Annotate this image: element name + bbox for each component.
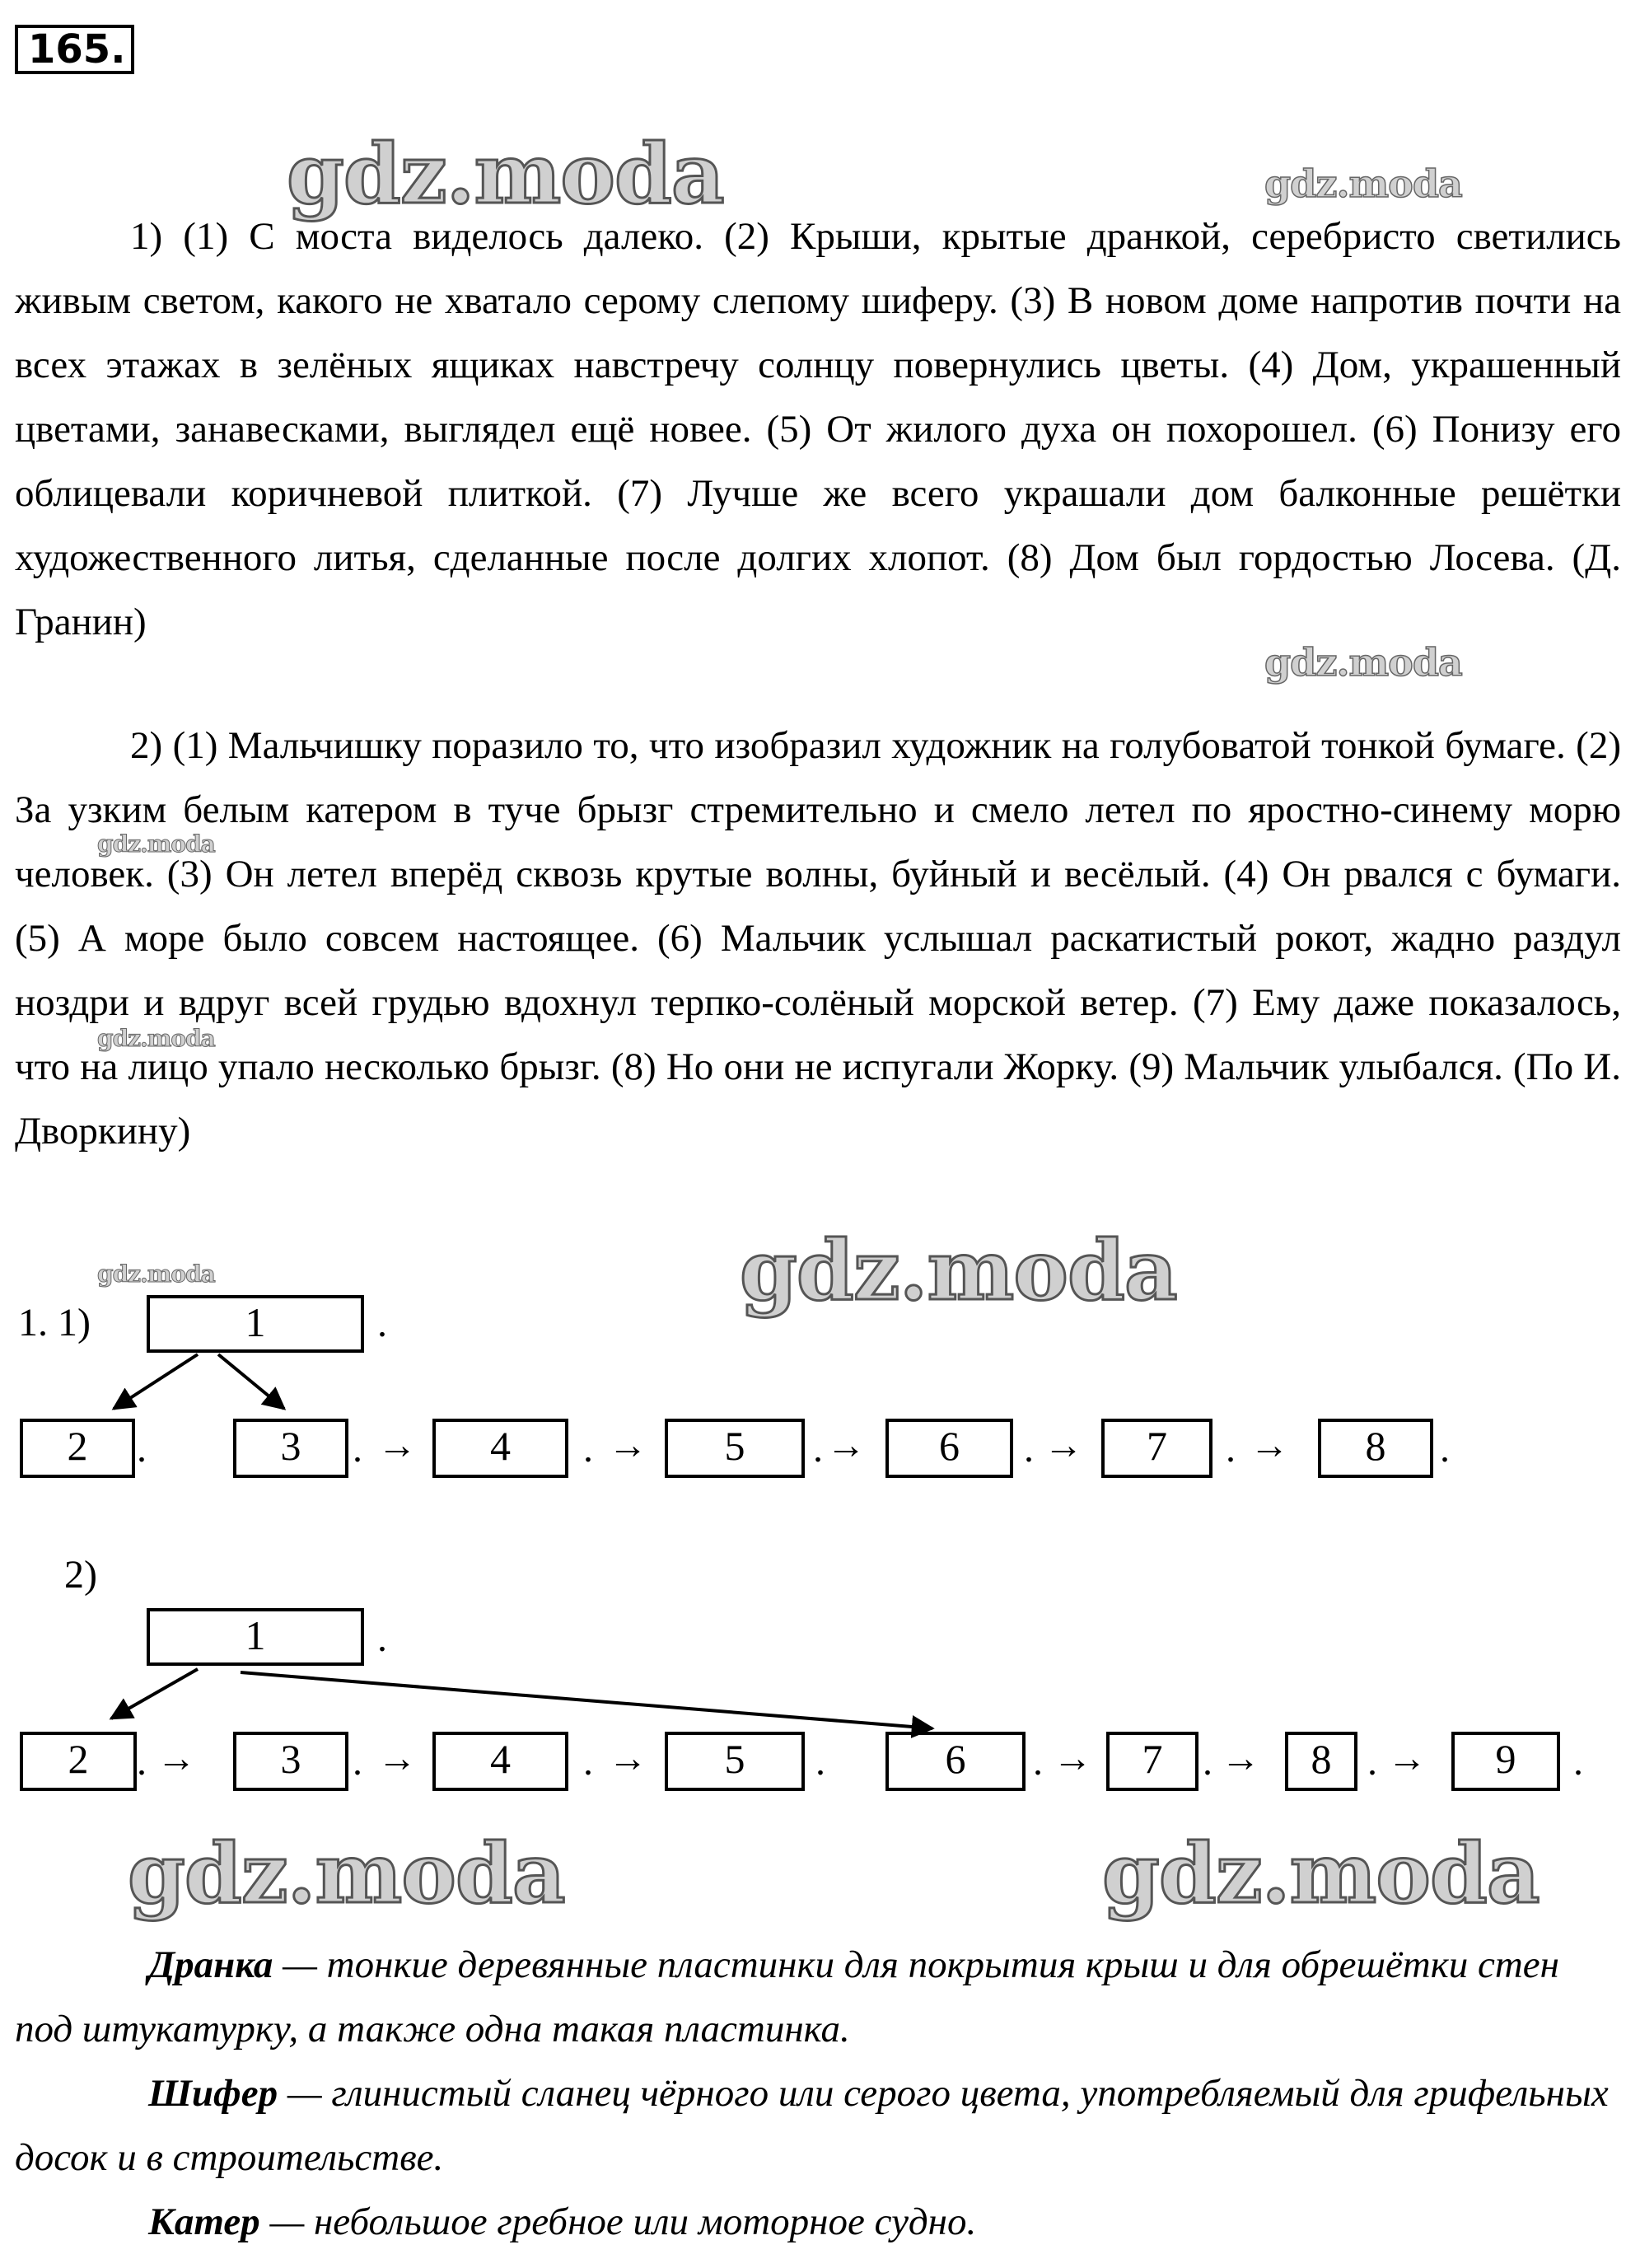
watermark: gdz.moda [1102, 1825, 1540, 1922]
watermark: gdz.moda [740, 1222, 1177, 1319]
glossary-definition: — глинистый сланец чёрного или серого цвета, употребляемый для грифельных досок и в строительстве. [15, 2072, 1609, 2179]
text-2 [15, 713, 1621, 1163]
glossary-term: Дранка [148, 1943, 273, 1986]
arrow: → [1387, 1737, 1427, 1780]
scheme-2-box: 9 [1451, 1732, 1560, 1791]
arrow: → [1044, 1424, 1083, 1467]
dot: . [583, 1740, 593, 1784]
glossary-term: Шифер [148, 2072, 278, 2115]
dot: . [137, 1427, 147, 1471]
text-1-content: (1) С моста виделось далеко. (2) Крыши, крытые дранкой, серебристо светились живым светом, какого не хватало серому слепому шиферу. (3) В новом доме напротив почти на всех этажах в зелёных ящиках навстречу солнцу повернулись цветы. (4) Дом, украшенный цветами, занавесками, выглядел ещё новее. (5) От жилого духа он похорошел. (6) Понизу его облицевали коричневой плиткой. (7) Лучше же всего украшали дом балконные решётки художественного литья, сделанные после долгих хлопот. (8) Дом был гордостью Лосева. (Д. Гранин) [15, 215, 1621, 643]
dot: . [353, 1740, 362, 1784]
dot: . [1203, 1740, 1212, 1784]
scheme-2-label: 2) [64, 1553, 97, 1597]
dot: . [1573, 1740, 1583, 1784]
arrow-1-to-6 [241, 1672, 932, 1728]
task-number: 165. [15, 25, 134, 74]
arrow-1-to-2 [114, 1354, 198, 1409]
text-1-number: 1) [130, 215, 163, 258]
scheme-1-label: 1. 1) [18, 1301, 91, 1344]
scheme-2-box: 7 [1106, 1732, 1198, 1791]
arrow: → [826, 1424, 866, 1467]
scheme-1 [0, 1285, 1640, 1499]
watermark: gdz.moda [97, 1025, 215, 1052]
glossary [15, 1933, 1621, 2254]
scheme-1-box: 4 [432, 1419, 568, 1478]
arrow-1-to-3 [218, 1354, 284, 1409]
glossary-term: Катер [148, 2200, 260, 2243]
arrow: → [157, 1737, 196, 1780]
glossary-entry [15, 2190, 1621, 2254]
arrow: → [608, 1737, 647, 1780]
watermark: gdz.moda [128, 1825, 565, 1922]
dot: . [1440, 1427, 1450, 1471]
arrow: → [608, 1424, 647, 1467]
dot: . [1033, 1740, 1043, 1784]
arrow: → [377, 1424, 417, 1467]
watermark: gdz.moda [287, 125, 724, 222]
watermark: gdz.moda [1264, 640, 1462, 685]
dot: . [1226, 1427, 1236, 1471]
dot: . [353, 1427, 362, 1471]
glossary-entry [15, 1933, 1621, 2061]
scheme-1-box: 3 [233, 1419, 348, 1478]
glossary-definition: — тонкие деревянные пластинки для покрытия крыш и для обрешётки стен под штукатурку, а также одна такая пластинка. [15, 1943, 1559, 2051]
scheme-1-box: 1 [147, 1295, 364, 1353]
scheme-2-box: 6 [885, 1732, 1026, 1791]
watermark: gdz.moda [97, 830, 215, 858]
arrow: → [1053, 1737, 1092, 1780]
text-1 [15, 204, 1621, 654]
dot: . [1367, 1740, 1377, 1784]
scheme-2-box: 5 [665, 1732, 805, 1791]
watermark: gdz.moda [1264, 161, 1462, 206]
scheme-1-box: 8 [1318, 1419, 1433, 1478]
text-2-content: (1) Мальчишку поразило то, что изобразил художник на голубоватой тонкой бумаге. (2) За узким белым катером в туче брызг стремительно и смело летел по яростно-синему морю человек. (3) Он летел вперёд сквозь крутые волны, буйный и весёлый. (4) Он рвался с бумаги. (5) А море было совсем настоящее. (6) Мальчик услышал раскатистый рокот, жадно раздул ноздри и вдруг всей грудью вдохнул терпко-солёный морской ветер. (7) Ему даже показалось, что на лицо упало несколько брызг. (8) Но они не испугали Жорку. (9) Мальчик улыбался. (По И. Дворкину) [15, 724, 1621, 1153]
dot: . [813, 1427, 823, 1471]
dot: . [377, 1616, 387, 1660]
arrow-1-to-2 [111, 1669, 198, 1719]
dot: . [583, 1427, 593, 1471]
scheme-1-box: 7 [1101, 1419, 1212, 1478]
text-2-number: 2) [130, 724, 163, 767]
dot: . [1024, 1427, 1034, 1471]
scheme-1-box: 6 [885, 1419, 1013, 1478]
scheme-2-box: 8 [1285, 1732, 1357, 1791]
scheme-1-box: 2 [20, 1419, 135, 1478]
dot: . [815, 1740, 825, 1784]
arrow: → [1221, 1737, 1260, 1780]
scheme-2-box: 3 [233, 1732, 348, 1791]
scheme-2-box: 1 [147, 1608, 364, 1666]
scheme-2-box: 2 [20, 1732, 137, 1791]
scheme-2 [0, 1549, 1640, 1812]
glossary-entry [15, 2061, 1621, 2190]
arrow: → [377, 1737, 417, 1780]
dot: . [137, 1740, 147, 1784]
watermark: gdz.moda [97, 1260, 215, 1288]
glossary-definition: — небольшое гребное или моторное судно. [269, 2200, 977, 2243]
arrow: → [1250, 1424, 1289, 1467]
scheme-2-box: 4 [432, 1732, 568, 1791]
dot: . [377, 1302, 387, 1345]
scheme-1-box: 5 [665, 1419, 805, 1478]
